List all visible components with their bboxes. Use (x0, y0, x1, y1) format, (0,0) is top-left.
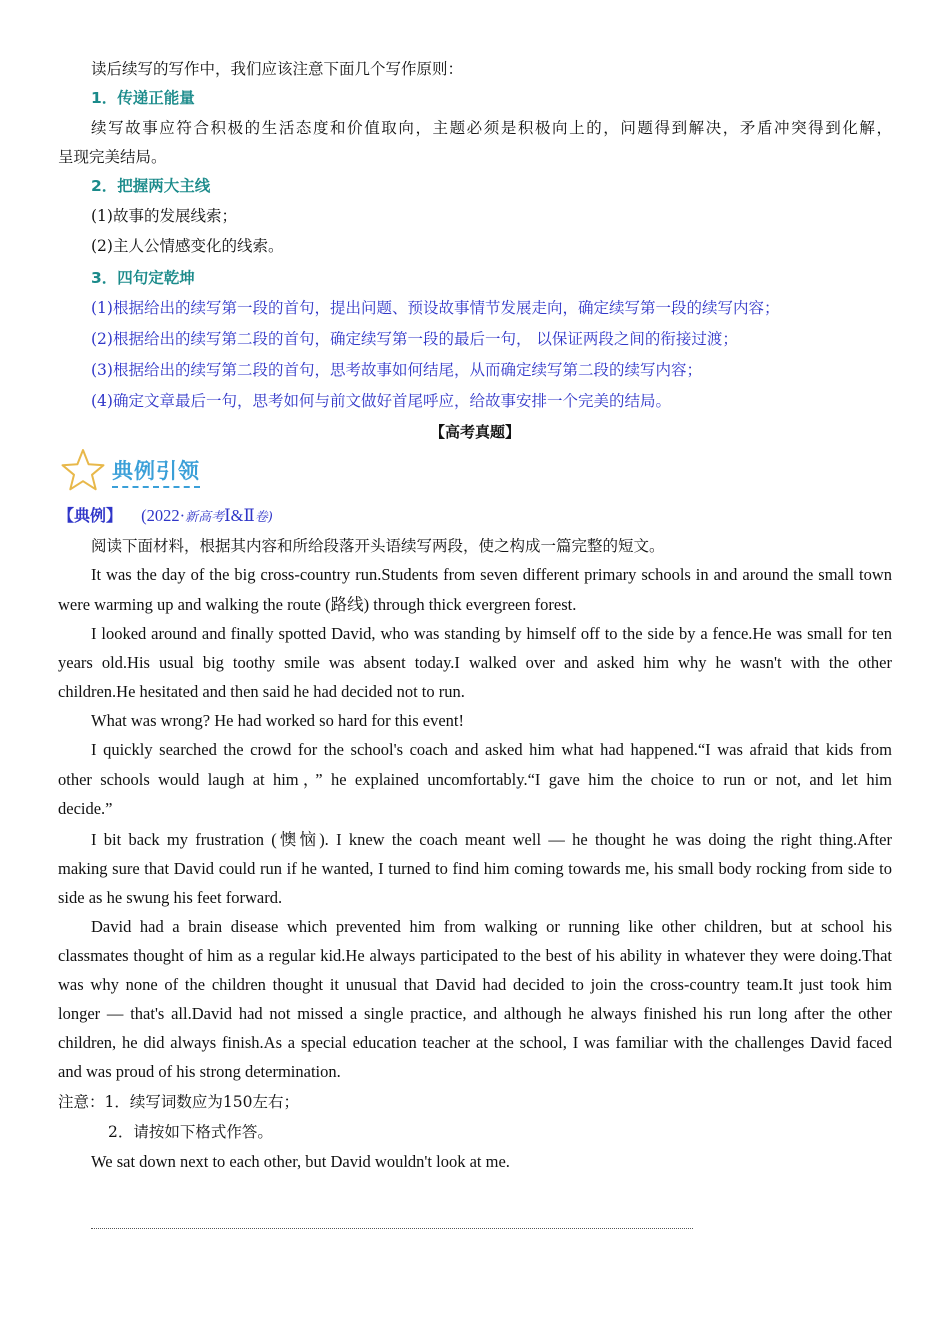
example-banner (58, 447, 218, 493)
passage-line: David had a brain disease which prevented him from walking or running like other children, but at school his (91, 917, 892, 936)
principle-3-item-4: (4)确定文章最后一句，思考如何与前文做好首尾呼应，给故事安排一个完美的结局。 (91, 392, 671, 410)
principle-3-heading: 3．四句定乾坤 (91, 269, 195, 287)
notes-item-1: 1．续写词数应为150左右； (104, 1093, 299, 1111)
passage-line: decide.” (58, 799, 113, 818)
notes-item-2: 2．请按如下格式作答。 (108, 1123, 273, 1141)
example-source-volume: Ⅰ&Ⅱ (224, 506, 255, 525)
principle-1-line-1: 续写故事应符合积极的生活态度和价值取向，主题必须是积极向上的，问题得到解决，矛盾冲突得到化解， (91, 119, 892, 137)
example-source-suffix: 卷) (254, 510, 273, 525)
section-title: 【高考真题】 (429, 423, 520, 441)
passage-line: children, he did always finish.As a special education teacher at the school, I was familiar with the challenges David faced (58, 1033, 892, 1052)
example-source (141, 506, 273, 525)
passage-line: What was wrong? He had worked so hard for this event! (91, 711, 464, 730)
passage-line: I bit back my frustration (懊恼). I knew the coach meant well — he thought he was doing the right thing.After (91, 830, 892, 849)
principle-3-item-3: (3)根据给出的续写第二段的首句，思考故事如何结尾，从而确定续写第二段的续写内容； (91, 361, 702, 379)
principle-2-item-1: (1)故事的发展线索； (91, 207, 237, 225)
principle-2-heading: 2．把握两大主线 (91, 177, 211, 195)
passage-line: I looked around and finally spotted David, who was standing by himself off to the side by a fence.He was small for ten (91, 624, 892, 643)
example-label: 【典例】 (58, 506, 123, 525)
passage-line: were warming up and walking the route (路线) through thick evergreen forest. (58, 595, 577, 614)
passage-line: other schools would laugh at him，” he explained uncomfortably.“I gave him the choice to run or not, and let him (58, 770, 892, 789)
principle-2-item-2: (2)主人公情感变化的线索。 (91, 237, 284, 255)
notes-prefix: 注意： (58, 1093, 105, 1111)
principle-3-item-1: (1)根据给出的续写第一段的首句，提出问题、预设故事情节发展走向，确定续写第一段的续写内容； (91, 299, 780, 317)
example-source-exam: 新高考 (185, 510, 225, 525)
passage-line: years old.His usual big toothy smile was absent today.I walked over and asked him why he wasn't with the other (58, 653, 892, 672)
principle-1-heading: 1．传递正能量 (91, 89, 195, 107)
answer-line (91, 1228, 693, 1229)
passage-line: classmates thought of him as a regular kid.He always participated to the best of his ability in whatever they were doing.That (58, 946, 892, 965)
principle-3-item-2: (2)根据给出的续写第二段的首句，确定续写第一段的最后一句， 以保证两段之间的衔接过渡； (91, 330, 738, 348)
instruction-text: 阅读下面材料，根据其内容和所给段落开头语续写两段，使之构成一篇完整的短文。 (91, 537, 665, 555)
passage-line: side as he swung his feet forward. (58, 888, 283, 907)
example-source-year: (2022· (141, 506, 186, 525)
banner-underline (112, 486, 200, 488)
continuation-start: We sat down next to each other, but David wouldn't look at me. (91, 1152, 510, 1171)
passage-line: making sure that David could run if he wanted, I turned to find him coming towards me, his small body rocking from side to (58, 859, 892, 878)
example-header (58, 506, 892, 528)
passage-line: It was the day of the big cross-country run.Students from seven different primary schools in and around the small town (91, 565, 892, 584)
passage-line: longer — that's all.David had not missed a single practice, and although he always finished his run long after the other (58, 1004, 892, 1023)
passage-line: children.He hesitated and then said he had decided not to run. (58, 682, 465, 701)
passage-line: and was proud of his strong determination. (58, 1062, 341, 1081)
banner-title: 典例引领 (112, 459, 200, 483)
intro-text: 读后续写的写作中，我们应该注意下面几个写作原则： (91, 60, 464, 78)
notes (58, 1092, 892, 1112)
principle-1-line-2: 呈现完美结局。 (58, 148, 167, 166)
star-outline-icon (60, 447, 106, 493)
passage-line: was why none of the children thought it unusual that David had decided to join the cross-country team.It just took him (58, 975, 892, 994)
passage-line: I quickly searched the crowd for the school's coach and asked him what had happened.“I was afraid that kids from (91, 740, 892, 759)
